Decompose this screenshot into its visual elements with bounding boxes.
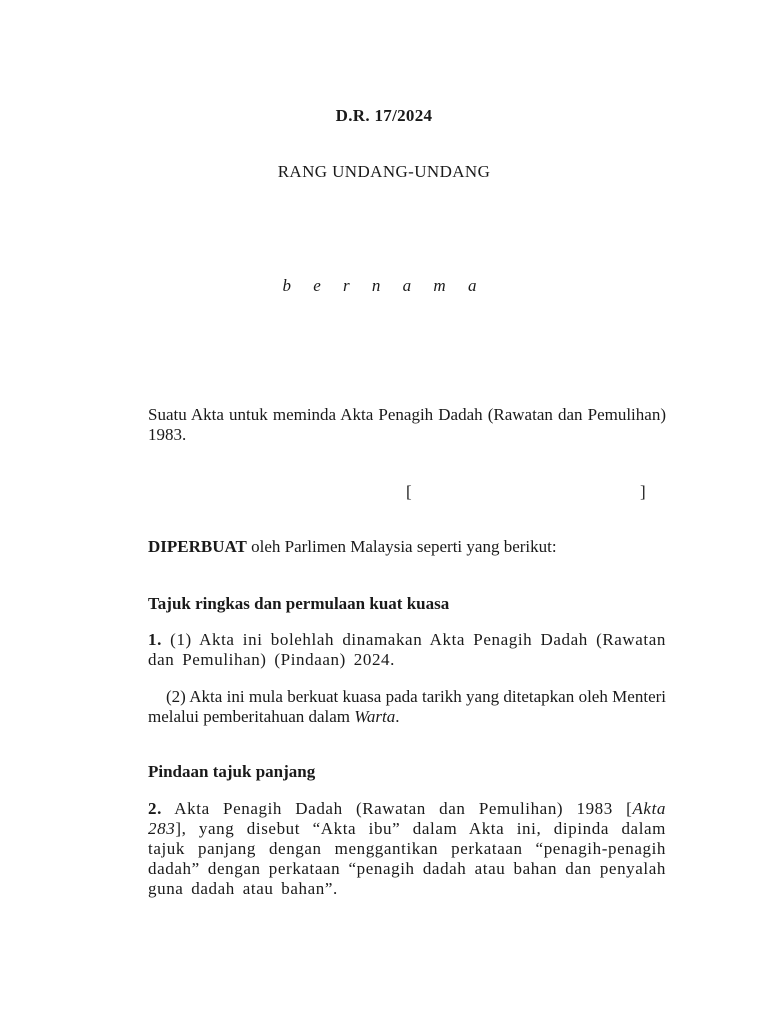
section-2-body bbox=[148, 799, 666, 899]
section-1-number: 1. bbox=[148, 630, 162, 649]
section-2-heading: Pindaan tajuk panjang bbox=[148, 762, 316, 781]
bill-number: D.R. 17/2024 bbox=[335, 106, 433, 125]
enacting-text: oleh Parlimen Malaysia seperti yang berikut: bbox=[246, 537, 557, 556]
section-2-text-a: Akta Penagih Dadah (Rawatan dan Pemulihan) 1983 [ bbox=[161, 799, 633, 818]
act-reference: Akta 283 bbox=[148, 799, 666, 838]
section-1-sub2-end: . bbox=[395, 707, 400, 726]
section-2-number: 2. bbox=[148, 799, 162, 818]
date-bracket-close: ] bbox=[640, 482, 646, 501]
enacting-keyword: DIPERBUAT bbox=[148, 537, 247, 556]
section-1-sub1-text: (1) Akta ini bolehlah dinamakan Akta Penagih Dadah (Rawatan dan Pemulihan) (Pindaan) 2024. bbox=[148, 630, 666, 669]
enacting-clause bbox=[148, 537, 666, 557]
section-1-subsection-2 bbox=[148, 687, 666, 727]
section-1-subsection-1 bbox=[148, 630, 666, 670]
bill-type-title: RANG UNDANG-UNDANG bbox=[277, 162, 491, 181]
bill-purpose: Suatu Akta untuk meminda Akta Penagih Dadah (Rawatan dan Pemulihan) 1983. bbox=[148, 405, 666, 444]
section-2-text-b: ], yang disebut “Akta ibu” dalam Akta ini, dipinda dalam tajuk panjang dengan menggantikan perkataan “penagih-penagih dadah” dengan perkataan “penagih dadah atau bahan dan penyalah guna dadah atau bahan”. bbox=[148, 819, 666, 898]
section-1-heading: Tajuk ringkas dan permulaan kuat kuasa bbox=[148, 594, 450, 613]
warta-word: Warta bbox=[354, 707, 396, 726]
section-1-sub2-text: (2) Akta ini mula berkuat kuasa pada tarikh yang ditetapkan oleh Menteri melalui pemberitahuan dalam bbox=[148, 687, 666, 726]
date-bracket-open: [ bbox=[406, 482, 412, 501]
named-caption: b e r n a m a bbox=[282, 276, 486, 295]
